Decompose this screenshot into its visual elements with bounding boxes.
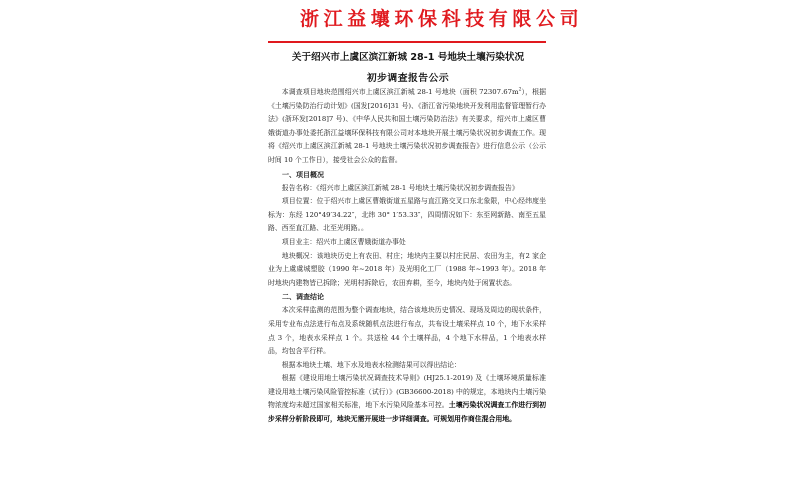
intro-text-part2: ），根据《土壤污染防治行动计划》(国发[2016]31 号)、《浙江省污染地块开发利用监督管理暂行办法》(浙环发[2018]7 号)、《中华人民共和国土壤污染防治法》有关要求，绍兴市上虞区曹娥街道办事处委托浙江益壤环保科技有限公司对本地块开展土壤污染状况初步调查工作。现将《绍兴市上虞区滨江新城 28-1 号地块土壤污染状况初步调查报告》进行信息公示（公示时间 10 个工作日），接受社会公众的监督。 (268, 88, 546, 164)
document-title-line2: 初步调查报告公示 (366, 73, 450, 84)
intro-text-part1: 本调查项目地块范围绍兴市上虞区滨江新城 28-1 号地块（面积 72307.67m (281, 88, 519, 96)
conclusion-text: 根据《建设用地土壤污染状况调查技术导则》(HJ25.1-2019) 及《土壤环境质量标准 建设用地土壤污染风险管控标准（试行）》(GB36600-2018) 中的规定，本地块内土壤污染物浓度均未超过国家相关标准，地下水污染风险基本可控。 (268, 374, 546, 410)
sampling-paragraph: 本次采样监测的范围为整个调查地块，结合该地块历史情况、现场及周边的现状条件，采用专业布点法进行布点及系统随机点法进行布点，共布设土壤采样点 10 个，地下水采样点 3 个，地表水采样点 1 个。共送检 44 个土壤样品，4 个地下水样品，1 个地表水样品，均包含平行样。 (268, 306, 546, 356)
results-lead-paragraph: 根据本地块土壤、地下水及地表水检测结果可以得出结论： (281, 360, 461, 369)
document-page (268, 0, 584, 500)
project-location-paragraph: 项目位置：位于绍兴市上虞区曹娥街道五星路与直江路交叉口东北象限，中心经纬度坐标为：东经 120°49′34.22″，北纬 30° 1′53.33″，四周情况如下：东至网新路、南至五星路、西至直江路、北至光明路。。 (268, 197, 546, 233)
intro-paragraph (268, 86, 546, 168)
site-overview-paragraph: 地块概况：该地块历史上有农田、村庄；地块内主要以村庄民居、农田为主，有2 家企业为上虞虞城塑胶（1990 年~2018 年）及光明化工厂（1988 年~1993 年）。2018 年时地块内建物皆已拆除；光明村拆除后，农田弃耕，至今，地块内处于闲置状态。 (268, 251, 546, 287)
document-title-line1: 关于绍兴市上虞区滨江新城 28-1 号地块土壤污染状况 (291, 52, 525, 63)
conclusion-paragraph (268, 372, 546, 426)
section-heading-conclusion: 二、调查结论 (282, 293, 324, 302)
conclusion-bold-text: 土壤污染状况调查工作进行到初步采样分析阶段即可，地块无需开展进一步详细调查。可规划用作商住混合用地。 (268, 401, 547, 424)
company-letterhead: 浙江益壤环保科技有限公司 (300, 8, 584, 30)
document-body (268, 86, 546, 427)
section-heading-overview: 一、项目概况 (282, 170, 324, 179)
letterhead-divider (268, 41, 546, 43)
report-name-paragraph: 报告名称：《绍兴市上虞区滨江新城 28-1 号地块土壤污染状况初步调查报告》 (281, 183, 519, 192)
project-owner-paragraph: 项目业主：绍兴市上虞区曹娥街道办事处 (281, 237, 406, 246)
area-unit-superscript: 2 (518, 87, 522, 93)
